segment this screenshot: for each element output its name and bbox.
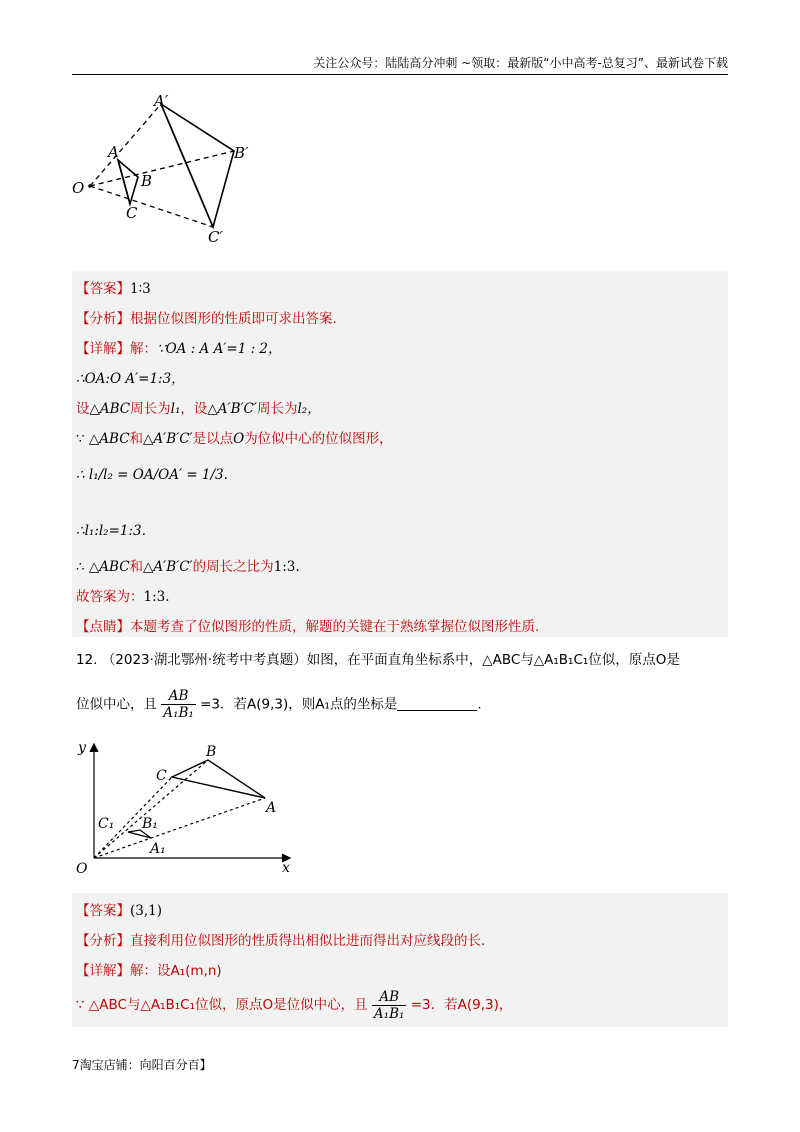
label-c: C — [126, 204, 138, 222]
step-2: ∴OA:O A′=1:3， — [76, 371, 185, 387]
solution-1-box — [72, 271, 728, 637]
label-x: x — [282, 860, 290, 876]
label-o: O — [76, 861, 88, 877]
homothety-figure-1 — [66, 94, 276, 254]
step-5: ∴ l₁/l₂ = OA/OA′ = 1/3. — [76, 467, 228, 483]
solution-2-box — [72, 893, 728, 1027]
label-c1: C₁ — [98, 816, 115, 832]
step-7: ∴ △ABC和△A′B′C′的周长之比为1:3. — [76, 559, 300, 575]
label-a: A — [266, 800, 277, 816]
step-3: 设△ABC周长为l₁，设△A′B′C′周长为l₂， — [76, 401, 321, 417]
coordinate-figure-2 — [70, 738, 300, 883]
label-o: O — [72, 179, 85, 197]
label-c-prime: C′ — [208, 228, 223, 246]
question-12-line-2: 位似中心，且 $\frac{AB}{\text{A₁B₁}}$ =3．若A(9,3)，则A₁点的坐标是 . — [76, 688, 482, 721]
comment-line: 【点睛】本题考查了位似图形的性质，解题的关键在于熟练掌握位似图形性质. — [76, 619, 540, 635]
step-8: 故答案为：1:3. — [76, 589, 170, 605]
label-b1: B₁ — [142, 816, 158, 832]
label-a: A — [108, 143, 119, 161]
label-y: y — [78, 740, 86, 756]
page-header: 关注公众号：陆陆高分冲刺 ~领取：最新版“小中高考-总复习”、最新试卷下载 — [72, 54, 728, 75]
label-a1: A₁ — [150, 841, 166, 857]
label-a-prime: A′ — [154, 94, 169, 110]
answer-line-2: 【答案】(3,1) — [76, 903, 163, 919]
page-footer: 7淘宝店铺：向阳百分百】 — [72, 1058, 212, 1072]
detail-line: 【详解】解：∵OA : A A′=1 : 2， — [76, 341, 282, 357]
step-4: ∵ △ABC和△A′B′C′是以点O为位似中心的位似图形， — [76, 431, 393, 447]
analysis-line-2: 【分析】直接利用位似图形的性质得出相似比进而得出对应线段的长. — [76, 933, 486, 949]
label-c: C — [156, 768, 167, 784]
label-b: B — [141, 172, 153, 190]
question-12-line-1: 12. （2023·湖北鄂州·统考中考真题）如图，在平面直角坐标系中，△ABC与△A₁B₁C₁位似，原点O是 — [76, 652, 680, 668]
answer-line: 【答案】1∶3 — [76, 281, 151, 297]
step-2-1: ∵ △ABC与△A₁B₁C₁位似，原点O是位似中心，且 $\frac{AB}{\text{A₁B₁}}$ =3．若A(9,3)， — [76, 989, 513, 1022]
label-b-prime: B′ — [234, 144, 249, 162]
analysis-line: 【分析】根据位似图形的性质即可求出答案. — [76, 311, 337, 327]
answer-blank[interactable] — [397, 710, 477, 711]
step-6: ∴l₁:l₂=1:3. — [76, 523, 146, 539]
detail-line-2: 【详解】解：设A₁(m,n) — [76, 963, 222, 979]
label-b: B — [206, 744, 217, 760]
